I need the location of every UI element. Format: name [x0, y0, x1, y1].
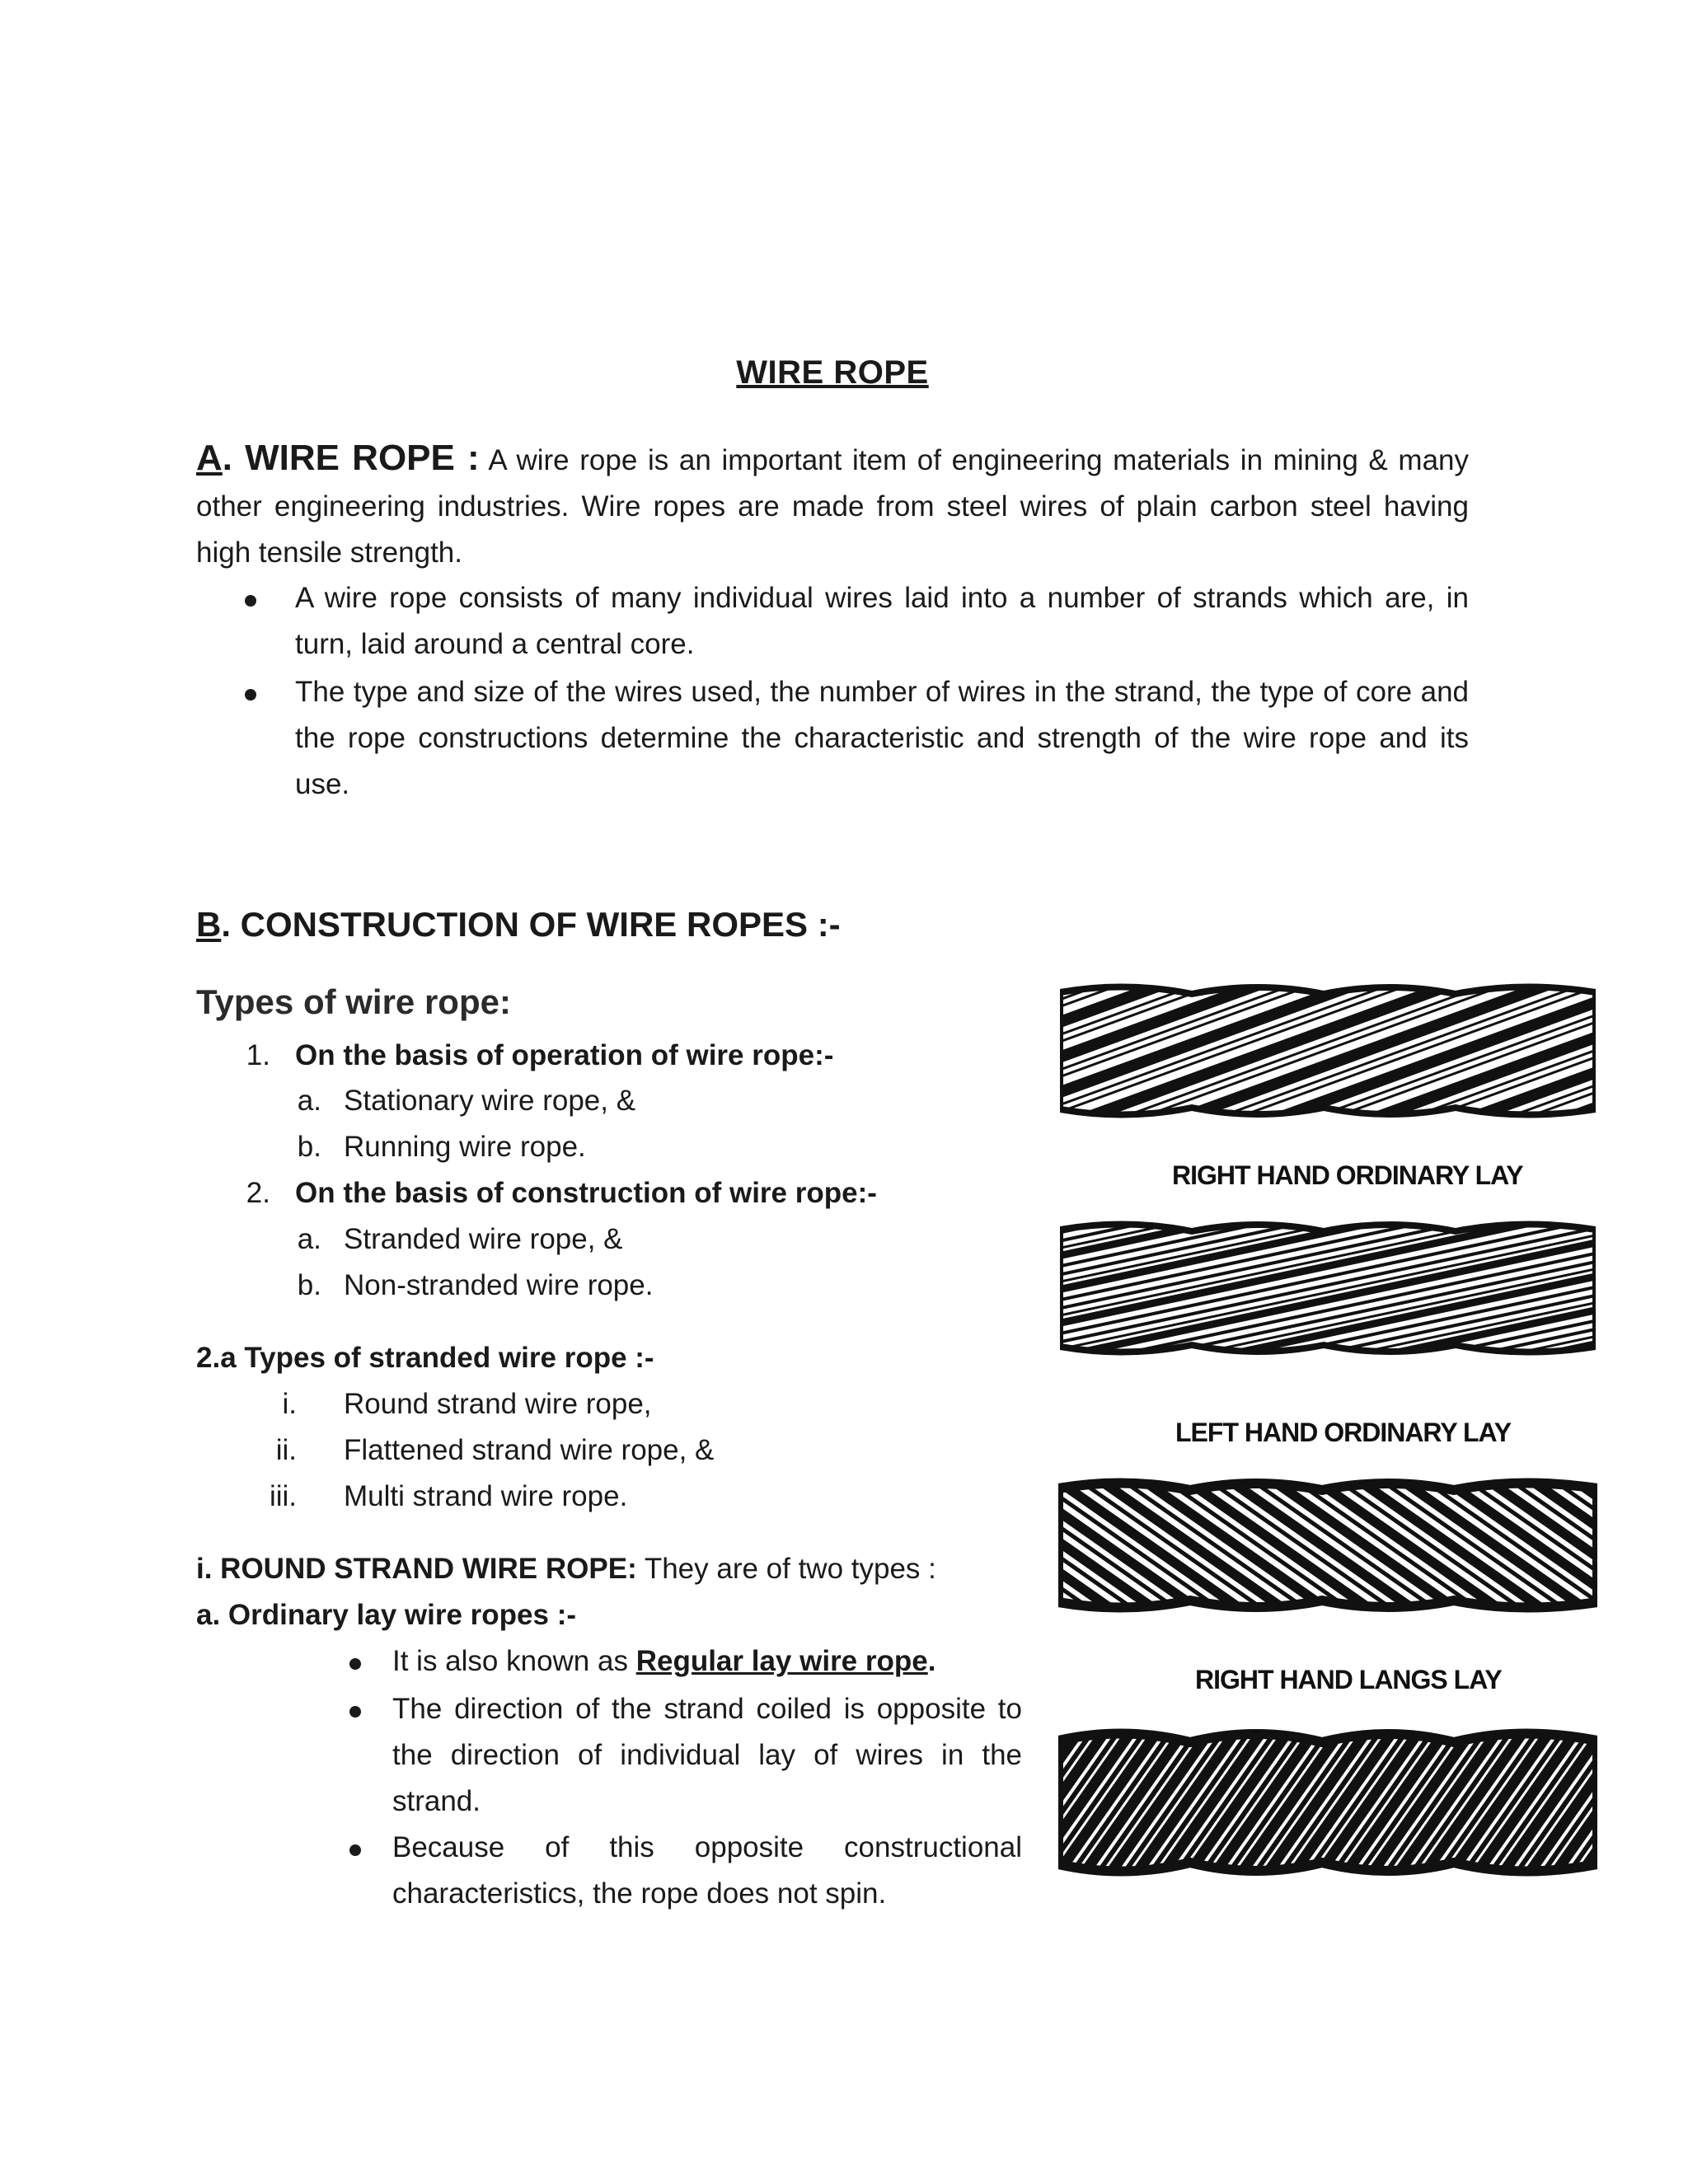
- sublist-letter: a.: [297, 1223, 321, 1255]
- figure-caption: RIGHT HAND LANGS LAY: [1195, 1665, 1502, 1694]
- section-b-heading-text: . CONSTRUCTION OF WIRE ROPES :-: [221, 905, 841, 944]
- section-a-paragraph: [196, 435, 1469, 576]
- sublist-item: Stranded wire rope, &: [344, 1223, 623, 1255]
- section-b-heading: [196, 905, 841, 944]
- types-heading: Types of wire rope:: [196, 982, 511, 1021]
- stranded-item: Round strand wire rope,: [344, 1388, 652, 1420]
- bullet-icon: [349, 1706, 361, 1718]
- ordinary-bullet-1: [392, 1638, 935, 1685]
- section-a-bullet-1: A wire rope consists of many individual wires laid into a number of strands which are, in turn, laid around a central core.: [295, 582, 1469, 660]
- bullet-icon: [349, 1658, 361, 1670]
- section-a-heading-text: . WIRE ROPE :: [222, 438, 480, 478]
- figure-caption: LEFT HAND ORDINARY LAY: [1175, 1418, 1512, 1447]
- figure-caption: RIGHT HAND ORDINARY LAY: [1172, 1160, 1523, 1190]
- list-item-label: On the basis of operation of wire rope:-: [295, 1039, 834, 1071]
- section-a-bullet-2: The type and size of the wires used, the number of wires in the strand, the type of core and the rope constructions determine the characteristic and strength of the wire rope and its use.: [295, 676, 1469, 800]
- round-strand-line: [196, 1546, 936, 1592]
- section-a-text: A wire rope is an important item of engineering materials in mining & many other engineering industries. Wire ropes are made from steel wires of plain carbon steel having high tensile strength.: [196, 444, 1470, 569]
- left-hand-langs-lay-rope: [1058, 1724, 1597, 1881]
- right-hand-langs-lay-rope: [1058, 1475, 1597, 1615]
- stranded-item: Flattened strand wire rope, &: [344, 1434, 715, 1466]
- left-hand-ordinary-lay-rope: [1060, 1218, 1596, 1358]
- roman-number: iii.: [269, 1480, 297, 1512]
- list-number: 1.: [246, 1039, 270, 1071]
- bullet-icon: [245, 595, 256, 607]
- list-item-label: On the basis of construction of wire rope:-: [295, 1177, 877, 1209]
- section-a-letter: A: [196, 438, 223, 478]
- ordinary-lay-heading: a. Ordinary lay wire ropes :-: [196, 1599, 576, 1631]
- bullet-icon: [349, 1844, 361, 1856]
- round-strand-text: They are of two types :: [644, 1553, 936, 1585]
- bullet-icon: [245, 689, 256, 701]
- sublist-letter: b.: [297, 1269, 321, 1301]
- round-strand-heading: i. ROUND STRAND WIRE ROPE:: [196, 1553, 637, 1585]
- section-a-heading: [196, 438, 480, 478]
- sublist-item: Running wire rope.: [344, 1131, 586, 1163]
- ordinary-bullet-1-pre: It is also known as: [392, 1645, 636, 1677]
- page-title: WIRE ROPE: [736, 354, 929, 391]
- list-number: 2.: [246, 1177, 270, 1209]
- roman-number: i.: [282, 1388, 297, 1420]
- sublist-letter: a.: [297, 1085, 321, 1117]
- ordinary-bullet-2: The direction of the strand coiled is opposite to the direction of individual lay of wires in the strand.: [392, 1693, 1022, 1817]
- ordinary-bullet-1-post: .: [927, 1645, 936, 1677]
- ordinary-bullet-3: Because of this opposite constructional characteristics, the rope does not spin.: [392, 1831, 1022, 1910]
- wire-rope-figure: [1055, 972, 1599, 1896]
- regular-lay-term: Regular lay wire rope: [635, 1645, 928, 1677]
- section-b-letter: B: [196, 905, 222, 944]
- sublist-item: Non-stranded wire rope.: [344, 1269, 654, 1301]
- stranded-item: Multi strand wire rope.: [344, 1480, 628, 1512]
- roman-number: ii.: [275, 1434, 297, 1466]
- stranded-heading: 2.a Types of stranded wire rope :-: [196, 1342, 654, 1374]
- right-hand-ordinary-lay-rope: [1060, 981, 1596, 1121]
- sublist-item: Stationary wire rope, &: [344, 1085, 636, 1117]
- sublist-letter: b.: [297, 1131, 321, 1163]
